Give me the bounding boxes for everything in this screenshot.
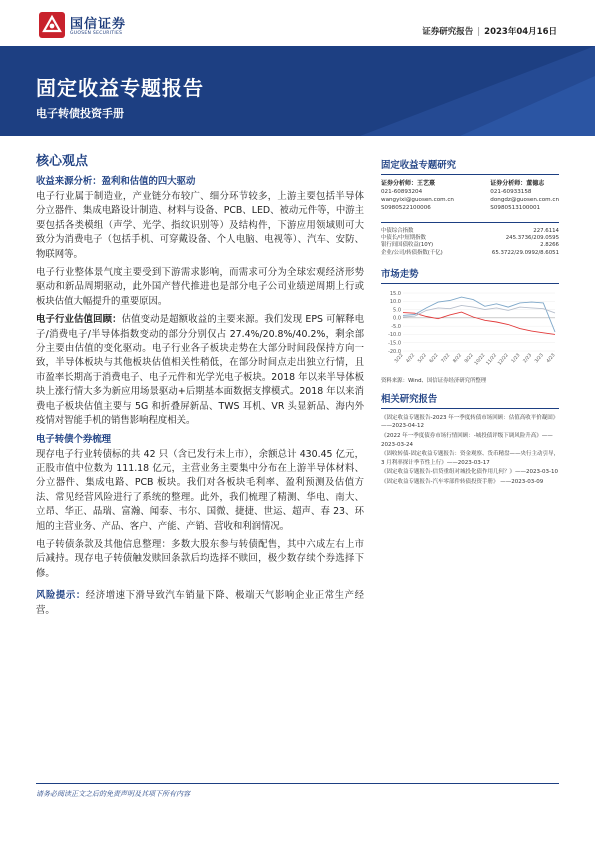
divider xyxy=(381,283,559,284)
y-tick-label: -15.0 xyxy=(388,340,401,347)
x-tick-label: 2/23 xyxy=(522,352,534,365)
report-type-date xyxy=(422,25,557,37)
analyst-1-phone: 021-60893204 xyxy=(381,189,423,195)
x-tick-label: 4/23 xyxy=(546,352,557,365)
analyst-2-name: 证券分析师：董德志 xyxy=(490,180,545,187)
core-views-heading: 核心观点 xyxy=(36,154,89,169)
related-reports-list xyxy=(381,414,559,487)
x-tick-label: 5/22 xyxy=(417,352,428,365)
sidebar xyxy=(381,157,559,488)
logo-text-cn: 国信证券 xyxy=(70,17,127,32)
market-data-table xyxy=(381,228,559,257)
analyst-1-name: 证券分析师：王艺熹 xyxy=(381,180,436,187)
series-line-3 xyxy=(403,305,555,317)
research-title: 固定收益专题研究 xyxy=(381,160,457,171)
y-tick-label: -5.0 xyxy=(391,323,401,330)
y-tick-label: 0.0 xyxy=(393,315,401,322)
x-tick-label: 10/22 xyxy=(474,352,487,367)
y-tick-label: 15.0 xyxy=(389,290,401,297)
row-label: 企业/公司/转债指数(千亿) xyxy=(381,249,443,256)
header-separator: | xyxy=(477,27,481,37)
chart-source: 资料来源：Wind、国信证券经济研究所整理 xyxy=(381,377,487,384)
table-row xyxy=(381,250,559,257)
logo-text-en: GUOSEN SECURITIES xyxy=(70,31,123,36)
x-tick-label: 9/22 xyxy=(464,352,475,365)
x-tick-label: 4/22 xyxy=(405,352,417,365)
analyst-1-cert: S0980522100006 xyxy=(381,205,431,211)
section-heading-returns: 收益来源分析：盈利和估值的四大驱动 xyxy=(36,176,196,187)
x-tick-label: 3/22 xyxy=(394,352,405,365)
footer-disclaimer: 请务必阅读正文之后的免责声明及其项下所有内容 xyxy=(36,790,190,798)
analyst-1-email[interactable]: wangyixi@guosen.com.cn xyxy=(381,197,454,203)
analyst-2-phone: 021-60933158 xyxy=(490,189,532,195)
y-tick-label: 5.0 xyxy=(393,307,401,314)
x-tick-label: 1/23 xyxy=(510,352,522,365)
report-date: 2023年04月16日 xyxy=(484,27,557,37)
paragraph-valuation xyxy=(36,313,364,428)
list-item[interactable]: 《固收转债-固定收益专题报告：资金观察、货币精盘——央行主动引导，3 月利率探计季节性上行》——2023-03-17 xyxy=(381,451,559,466)
x-tick-label: 11/22 xyxy=(485,352,499,367)
valuation-text: 估值变动是超额收益的主要来源。我们发现 EPS 可解释电子/消费电子/半导体指数变动的部分分别仅占 27.4%/20.8%/40.2%，剩余部分主要由估值的变化驱动。电子行业各子板块走势在大部分时间段保持方向一致，半导体板块与其他板块估值相关性稍低，在部分时间点走出独立行情，且市盈率长期高于消费电子、电子元件和光学光电子板块。2018 年以来半导体板块上涨行情大多为新应用场景驱动+后期基本面数据支撑模式。2018 年以来消费电子板块估值主要与 5G 和折叠屏新品、TWS 耳机、VR 头显新品、海内外疫情对智能手机的销售影响程度相关。 xyxy=(36,314,364,427)
divider xyxy=(381,174,559,175)
table-row xyxy=(381,242,559,249)
list-item[interactable]: 《固定收益专题报告-信贷重组对城投化债作用几何？》——2023-03-10 xyxy=(381,469,558,476)
report-title: 固定收益专题报告 xyxy=(36,76,204,100)
valuation-lead: 电子行业估值回顾： xyxy=(36,314,122,326)
report-subtitle: 电子转债投资手册 xyxy=(36,107,124,120)
analyst-2-cert: S0980513100001 xyxy=(490,205,541,211)
row-value: 245.3736/209.0595 xyxy=(505,235,559,242)
series-line-2 xyxy=(403,297,555,332)
report-type: 证券研究报告 xyxy=(422,27,474,37)
x-tick-label: 6/22 xyxy=(429,352,440,365)
x-tick-label: 12/22 xyxy=(497,352,510,367)
paragraph-industry-chain: 电子行业属于制造业，产业链分布较广、细分环节较多，上游主要包括半导体分立器件、集成电路设计制造、材料与设备、PCB、LED、被动元件等，中游主要包括各类模组（声学、光学、指纹识别等）及结构件，下游应用领域则可大致分为消费电子（包括手机、可穿戴设备、个人电脑、电视等）、汽车、安防、物联网等。 xyxy=(36,191,364,260)
list-item[interactable]: 《固定收益专题报告-2023 年一季度转债市场回顾：估值高收平价凝固》 ——2023-04-12 xyxy=(381,414,559,430)
x-tick-label: 7/22 xyxy=(440,352,452,365)
analysts-block xyxy=(381,180,559,212)
analyst-2-email[interactable]: dongdz@guosen.com.cn xyxy=(490,197,559,203)
guosen-logo-icon xyxy=(38,11,66,39)
section-heading-bonds: 电子转债个券梳理 xyxy=(36,433,112,445)
row-label: 中债综合指数 xyxy=(381,228,414,234)
list-item[interactable]: 《固定收益专题报告-汽车零部件转债投资手册》 ——2023-03-09 xyxy=(381,478,544,485)
series-line-1 xyxy=(403,312,555,334)
y-tick-label: -10.0 xyxy=(388,332,401,339)
risk-text: 经济增速下滑导致汽车销量下降、极端天气影响企业正常生产经营。 xyxy=(36,590,364,616)
y-tick-label: 10.0 xyxy=(389,298,401,305)
x-tick-label: 8/22 xyxy=(452,352,463,365)
row-value: 65.3722/29.0992/8.6051 xyxy=(491,249,559,256)
paragraph-demand: 电子行业整体景气度主要受到下游需求影响，而需求可分为全球宏观经济形势驱动和新品周期驱动，此外国产替代推进也是部分电子公司业绩逆周期上行或板块估值大幅提升的重要原因。 xyxy=(36,267,364,307)
analyst-2 xyxy=(490,180,559,212)
row-label: 银行间国债收益(10Y) xyxy=(381,242,434,249)
paragraph-bond-list: 现存电子行业转债标的共 42 只（含已发行未上市），余额总计 430.45 亿元，正股市值中位数为 111.18 亿元，主营业务主要集中分布在上游半导体材料、分立器件、集成电路、PCB 板块。我们对各板块毛利率、盈利预测及估值方法、常见经营风险进行了系统的整理。此外，我们梳理了精测、华电、南大、立昂、华正、晶瑞、富瀚、闻泰、韦尔、国微、捷捷、世运、超声、春 23、环旭的主营业务、产品、客户、产能、产销、营收和利润情况。 xyxy=(36,448,364,532)
risk-label: 风险提示： xyxy=(36,590,86,602)
row-label: 中债长/中短期指数 xyxy=(381,235,426,242)
main-content xyxy=(36,150,364,622)
divider xyxy=(381,222,559,223)
related-reports-heading: 相关研究报告 xyxy=(381,393,438,405)
divider xyxy=(381,408,559,409)
y-tick-label: -20.0 xyxy=(388,348,401,355)
list-item[interactable]: 《2022 年一季度债券市场行情回顾：-城投债评级下调风险升高》——2023-03-24 xyxy=(381,433,553,448)
chart-heading: 市场走势 xyxy=(381,268,419,280)
footer-divider xyxy=(36,783,559,784)
x-tick-label: 3/23 xyxy=(534,352,545,365)
row-value: 2.8266 xyxy=(540,242,559,249)
paragraph-bond-terms: 电子转债条款及其他信息整理：多数大股东参与转债配售，其中六成左右上市后减持。现存电子转债触发赎回条款后均选择不赎回，极少数存续个券选择下修。 xyxy=(36,538,364,579)
analyst-1 xyxy=(381,180,454,212)
market-trend-chart xyxy=(381,289,559,371)
paragraph-risk xyxy=(36,589,364,618)
row-value: 227.6114 xyxy=(533,228,559,234)
